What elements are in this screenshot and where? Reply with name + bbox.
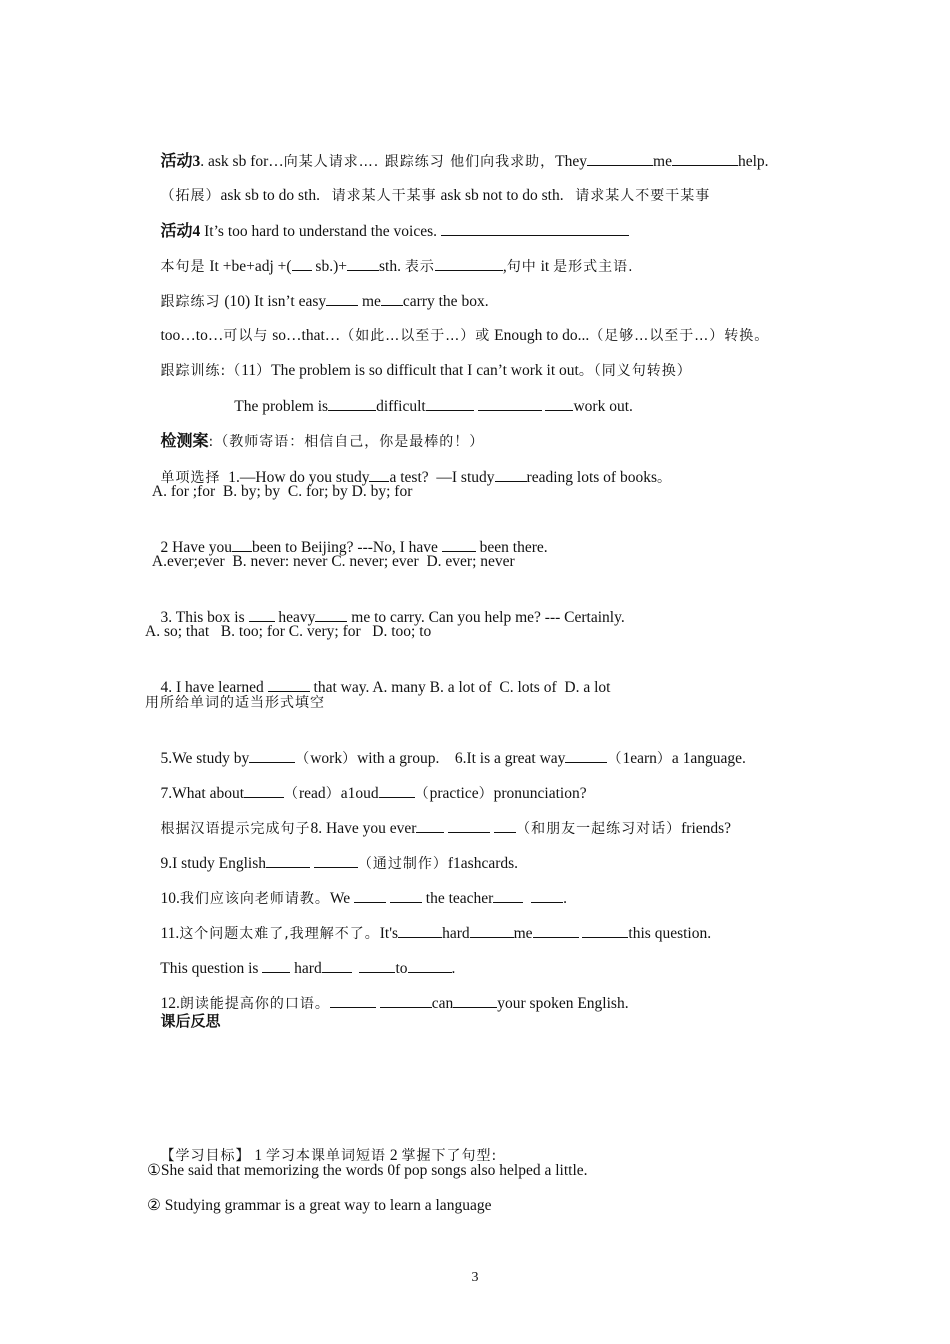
blank <box>453 993 497 1008</box>
q9-text1: 9.I study English <box>160 855 266 872</box>
q11b-text1: This question is <box>160 960 263 977</box>
q2-text3: been there. <box>475 539 548 556</box>
q10-text3: the teacher <box>421 890 494 907</box>
too-to-cn2: （如此…以至于…）或 <box>340 328 491 344</box>
blank <box>249 607 275 622</box>
blank <box>380 993 432 1008</box>
q7-word2: practice <box>429 785 479 802</box>
blank <box>249 748 295 763</box>
blank <box>493 888 523 903</box>
q8-text1: 8. Have you ever <box>310 820 417 837</box>
blank <box>448 818 490 833</box>
blank <box>347 256 379 271</box>
blank <box>408 958 452 973</box>
q1-options: A. for ;for B. by; by C. for; by D. by; for <box>145 483 413 500</box>
too-to-cn1: 可以与 <box>223 328 269 344</box>
blank <box>232 537 252 552</box>
q10-text2: We <box>329 890 355 907</box>
blank <box>292 256 312 271</box>
q11-text5: this question. <box>628 925 712 942</box>
blank <box>442 537 476 552</box>
q1-text1: 1.—How do you study <box>220 469 370 486</box>
too-to-text2: so…that… <box>268 327 341 344</box>
q9-hint: （通过制作） <box>357 856 448 872</box>
check-teacher-message: :（教师寄语：相信自己，你是最棒的！） <box>208 434 485 450</box>
q11b-text2: hard <box>290 960 322 977</box>
q10-cn: 我们应该向老师请教。 <box>179 891 330 907</box>
q6-paren-open: （ <box>607 751 623 767</box>
too-to-cn3: （足够…以至于…）转换。 <box>589 328 770 344</box>
track-11b-text3: work out. <box>573 398 633 415</box>
q5-text1: 5.We study by <box>160 750 250 767</box>
check-heading: 检测案 <box>160 431 209 450</box>
extension-cn2: 请求某人干某事 <box>331 188 437 204</box>
activity-3-cn: 向某人请求…. 跟踪练习 他们向我求助， <box>283 154 556 170</box>
blank <box>545 396 573 411</box>
blank <box>262 958 290 973</box>
reflection-heading: 课后反思 <box>160 1012 221 1030</box>
q11-num: 11. <box>160 925 180 942</box>
q11-text3: hard <box>442 925 470 942</box>
q6-paren-close: ） <box>656 751 672 767</box>
q9-text2: f1ashcards. <box>447 855 519 872</box>
blank <box>441 221 629 236</box>
blank <box>416 818 444 833</box>
track-10-text1: (10) It isn’t easy <box>220 293 327 310</box>
activity-3-me: me <box>653 153 672 170</box>
q2-text1: 2 Have you <box>160 539 232 556</box>
q3-text3: me to carry. Can you help me? --- Certainly. <box>347 609 625 626</box>
blank <box>426 396 474 411</box>
q5-text3: with a group. 6.It is a great way <box>357 750 566 767</box>
q7-text3: a1oud <box>340 785 379 802</box>
track-11b-text2: difficult <box>376 398 426 415</box>
pattern-text1: It +be+adj +( <box>205 258 292 275</box>
q4-text2: that way. A. many B. a lot of C. lots of D. a lot <box>309 679 611 696</box>
pattern-text4: , <box>502 258 507 275</box>
pattern-text3: sth. <box>378 258 405 275</box>
q12-cn: 朗读能提高你的口语。 <box>179 996 330 1012</box>
too-to-text3: Enough to do... <box>490 327 590 344</box>
blank <box>328 396 376 411</box>
q7-word1: read <box>299 785 326 802</box>
extension-text1: ask sb to do sth. <box>220 187 332 204</box>
activity-3-text: . ask sb for… <box>200 153 284 170</box>
blank <box>266 853 310 868</box>
q11-text2: It's <box>379 925 399 942</box>
goals-item1: 学习本课单词短语 <box>266 1148 386 1164</box>
blank <box>369 467 389 482</box>
track-11-cn3: 。（同义句转换） <box>578 363 692 379</box>
blank <box>379 783 415 798</box>
q12-text3: your spoken English. <box>497 995 629 1012</box>
track-10-text3: carry the box. <box>402 293 489 310</box>
q7-paren-close2: ） <box>478 786 494 802</box>
too-to-text1: too…to… <box>160 327 224 344</box>
track-10-text2: me <box>358 293 381 310</box>
q5-paren-open: （ <box>295 751 311 767</box>
extension-label: （拓展） <box>160 188 221 204</box>
q11b-text3: to <box>395 960 408 977</box>
q7-text1: 7.What about <box>160 785 245 802</box>
q10-num: 10. <box>160 890 180 907</box>
q2-options: A.ever;ever B. never: never C. never; ever D. ever; never <box>145 553 515 570</box>
q7-text5: pronunciation? <box>493 785 587 802</box>
pattern-cn1: 本句是 <box>160 259 206 275</box>
blank <box>582 923 628 938</box>
q7-paren-close: ） <box>325 786 341 802</box>
q3-options: A. so; that B. too; for C. very; for D. too; to <box>145 623 432 640</box>
q5-word: work <box>310 750 343 767</box>
track-11-text: The problem is so difficult that I can’t work it out <box>271 362 579 379</box>
track-11-cn1: 跟踪训练:（ <box>160 363 242 379</box>
q3-text2: heavy <box>274 609 316 626</box>
activity-3-number: 3 <box>192 153 201 170</box>
pattern-text5: it <box>536 258 554 275</box>
blank <box>390 888 422 903</box>
activity-3-help: help. <box>737 153 769 170</box>
goals-item2: 掌握下了句型: <box>401 1148 498 1164</box>
goals-num1: 1 <box>250 1147 266 1164</box>
blank <box>330 993 376 1008</box>
blank <box>322 958 352 973</box>
blank <box>381 291 403 306</box>
pattern-cn3: 句中 <box>506 259 537 275</box>
blank <box>672 151 738 166</box>
activity-4-number: 4 <box>192 223 201 240</box>
q7-paren-open: （ <box>284 786 300 802</box>
q1-text3: reading lots of books <box>526 469 657 486</box>
q2-text2: been to Beijing? ---No, I have <box>251 539 442 556</box>
extension-text2: ask sb not to do sth. <box>436 187 576 204</box>
blank <box>314 853 358 868</box>
track-11-cn2: ） <box>256 363 272 379</box>
blank <box>470 923 514 938</box>
blank <box>533 923 579 938</box>
track-10-label: 跟踪练习 <box>160 294 221 310</box>
blank <box>244 783 284 798</box>
q3-text1: 3. This box is <box>160 609 249 626</box>
blank <box>494 818 516 833</box>
extension-cn3: 请求某人不要干某事 <box>575 188 711 204</box>
blank <box>354 888 386 903</box>
blank <box>435 256 503 271</box>
q8-text2: friends? <box>681 820 732 837</box>
q5-paren-close: ） <box>342 751 358 767</box>
blank <box>531 888 563 903</box>
activity-4-label: 活动 <box>160 221 193 240</box>
blank <box>565 748 607 763</box>
fill-in-heading: 用所给单词的适当形式填空 <box>145 695 325 711</box>
goal-sentence-1: ①She said that memorizing the words 0f pop songs also helped a little. <box>147 1162 588 1179</box>
q7-paren-open2: （ <box>414 786 430 802</box>
blank <box>495 467 527 482</box>
q12-num: 12. <box>160 995 180 1012</box>
blank <box>315 607 347 622</box>
activity-3-they: They <box>555 153 588 170</box>
q11-cn: 这个问题太难了,我理解不了。 <box>179 926 380 942</box>
q1-text2: a test? —I study <box>389 469 495 486</box>
pattern-cn2: 表示 <box>404 259 435 275</box>
q4-text1: 4. I have learned <box>160 679 268 696</box>
goals-num2: 2 <box>386 1147 402 1164</box>
q12-text2: can <box>431 995 454 1012</box>
track-11-num: 11 <box>241 362 257 379</box>
blank <box>587 151 653 166</box>
goals-label: 【学习目标】 <box>160 1148 251 1164</box>
goal-sentence-2: ② Studying grammar is a great way to learn a language <box>147 1197 492 1214</box>
q6-text: a 1anguage. <box>671 750 746 767</box>
q6-word: 1earn <box>622 750 657 767</box>
track-11b-text1: The problem is <box>234 398 329 415</box>
q11-text4: me <box>513 925 533 942</box>
q10-text4: . <box>563 890 567 907</box>
blank <box>398 923 442 938</box>
activity-3-label: 活动 <box>160 151 193 170</box>
q8-hint: （和朋友一起练习对话） <box>516 821 682 837</box>
blank <box>478 396 542 411</box>
pattern-cn4: 是形式主语. <box>553 259 634 275</box>
q1-label: 单项选择 <box>160 470 221 486</box>
activity-4-text: It’s too hard to understand the voices. <box>200 223 441 240</box>
q8-instruction: 根据汉语提示完成句子 <box>160 821 311 837</box>
page-number: 3 <box>471 1270 479 1285</box>
q1-end: 。 <box>656 470 672 486</box>
q11b-text4: . <box>451 960 456 977</box>
blank <box>268 677 310 692</box>
blank <box>326 291 358 306</box>
pattern-text2: sb.)+ <box>311 258 347 275</box>
blank <box>359 958 395 973</box>
reflection-heading-line <box>145 991 221 1052</box>
